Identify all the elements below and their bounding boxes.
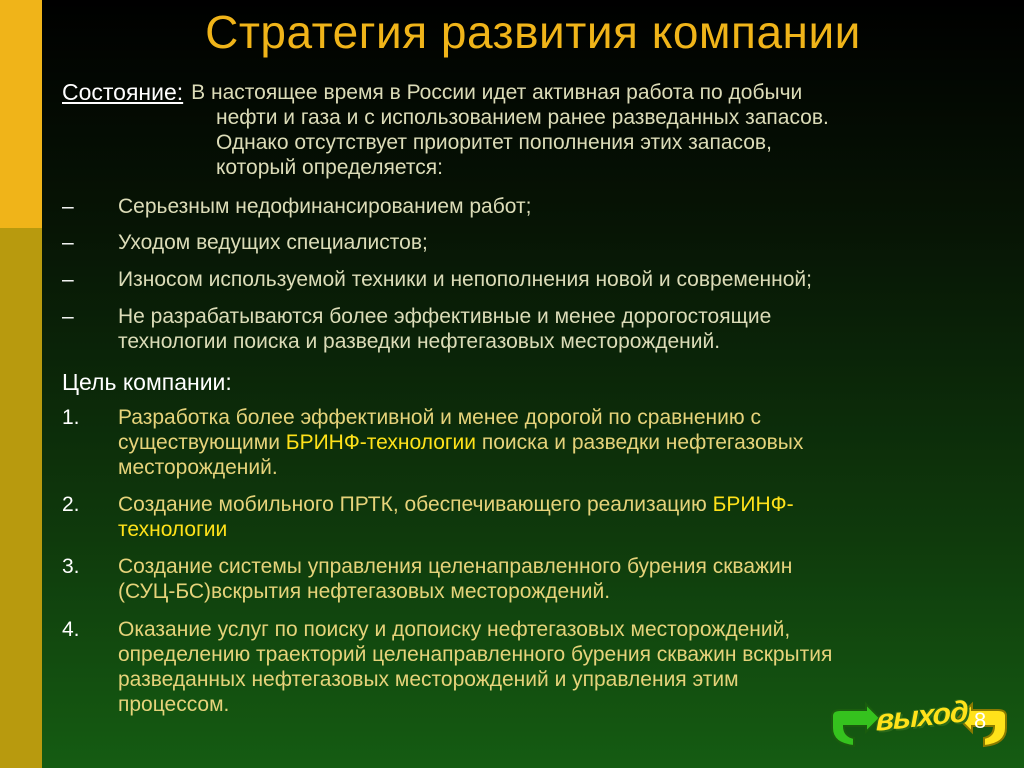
exit-button[interactable]: выход — [876, 695, 968, 738]
reason-text: Износом используемой техники и непополнения новой и современной; — [118, 268, 812, 291]
reason-item — [62, 304, 992, 354]
goal-item: 3. Создание системы управления целенаправленного бурения скважин (СУЦ-БС)вскрытия нефтегазовых месторождений. — [62, 555, 793, 603]
dash-marker: – — [62, 231, 74, 254]
state-line-3: Однако отсутствует приоритет пополнения этих запасов, — [216, 131, 772, 154]
dash-marker: – — [62, 195, 74, 218]
brinf-highlight: БРИНФ- — [712, 493, 794, 516]
slide-title: Стратегия развития компании — [205, 6, 861, 58]
reason-text-line-2: технологии поиска и разведки нефтегазовых месторождений. — [118, 330, 721, 353]
reason-text: Серьезным недофинансированием работ; — [118, 195, 532, 218]
number-marker: 2. — [62, 493, 80, 516]
side-bar-top — [0, 0, 42, 228]
brinf-highlight-cont: технологии — [118, 518, 228, 541]
state-line-4: который определяется: — [216, 156, 443, 179]
side-bar-bottom — [0, 228, 42, 768]
dash-marker: – — [62, 268, 74, 291]
reason-item — [62, 267, 992, 292]
reason-text: Уходом ведущих специалистов; — [118, 231, 428, 254]
reason-text-line-1: Не разрабатываются более эффективные и менее дорогостоящие — [118, 305, 772, 328]
state-line-2: нефти и газа и с использованием ранее разведанных запасов. — [216, 106, 829, 129]
reason-item — [62, 230, 992, 255]
state-line-1: В настоящее время в России идет активная работа по добычи — [191, 81, 803, 104]
state-block — [62, 80, 982, 180]
goal-item: 4. Оказание услуг по поиску и допоиску нефтегазовых месторождений, определению траекторий целенаправленного бурения скважин вскрытия разведанных нефтегазовых месторождений и управления этим процессом. — [62, 618, 833, 716]
number-marker: 4. — [62, 618, 80, 641]
dash-marker: – — [62, 305, 74, 328]
goal-item: 2. Создание мобильного ПРТК, обеспечивающего реализацию БРИНФ- технологии — [62, 493, 794, 541]
back-arrow-icon[interactable] — [832, 704, 880, 746]
goal-text-line-1: Разработка более эффективной и менее дорогой по сравнению с — [118, 406, 761, 429]
page-number: 8 — [974, 708, 987, 733]
brinf-highlight: БРИНФ-технологии — [285, 431, 477, 454]
reason-item — [62, 194, 992, 219]
number-marker: 3. — [62, 555, 80, 578]
number-marker: 1. — [62, 406, 80, 429]
goal-item: 1. Разработка более эффективной и менее дорогой по сравнению с существующими БРИНФ-технологии поиска и разведки нефтегазовых месторождений. — [62, 406, 804, 479]
goal-title: Цель компании: — [62, 369, 232, 395]
state-label: Состояние: — [62, 79, 184, 105]
